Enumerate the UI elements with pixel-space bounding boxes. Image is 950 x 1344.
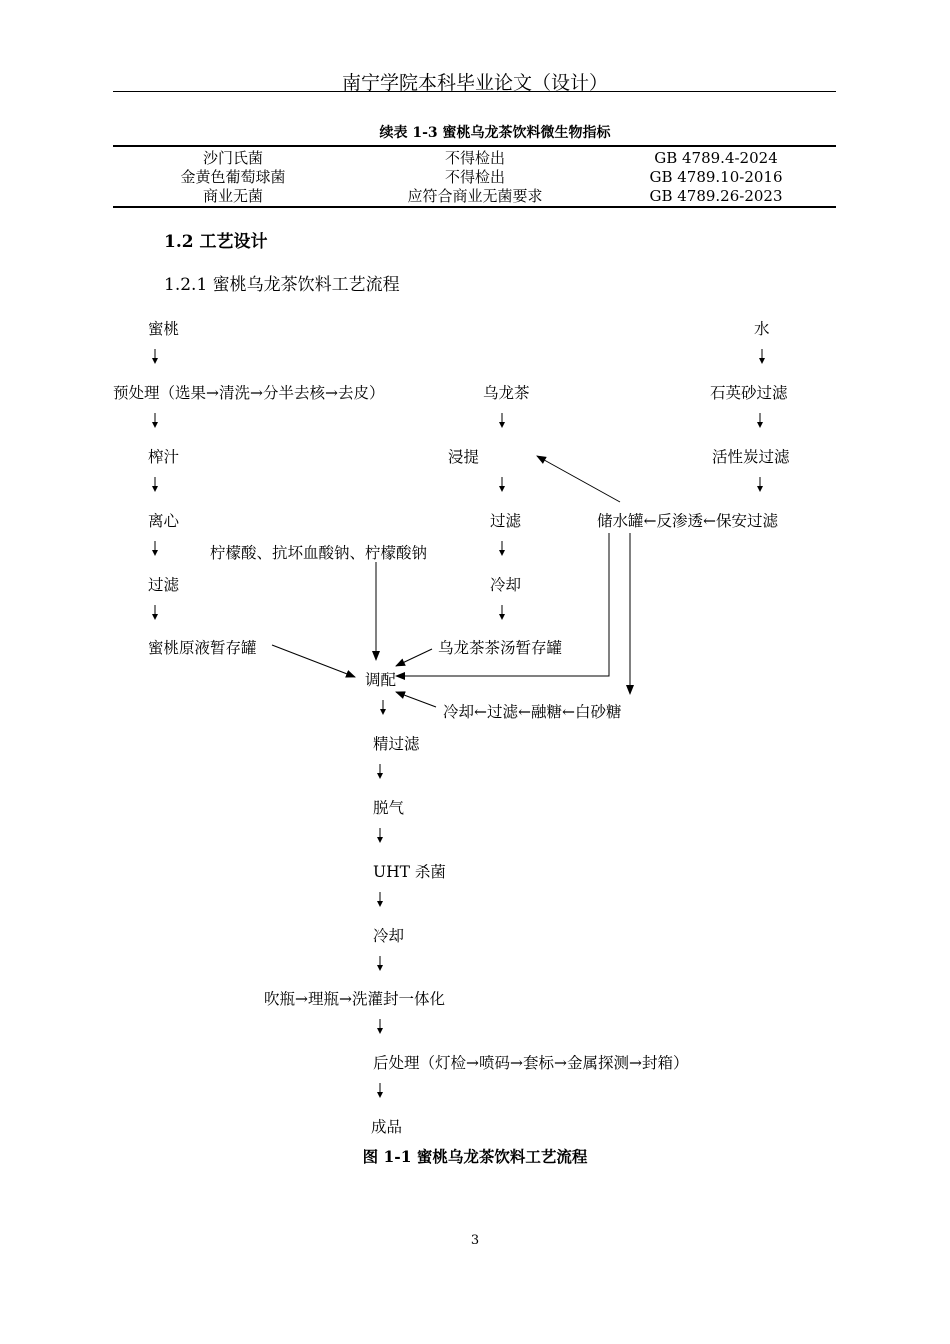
arrow-icon [396,692,436,707]
table-cell: GB 4789.26-2023 [649,187,783,205]
flow-node-product: 成品 [371,1118,403,1136]
flow-node-fine-filter: 精过滤 [373,735,420,753]
flow-node-post: 后处理（灯检→喷码→套标→金属探测→封箱） [373,1054,689,1072]
table-cell: 不得检出 [444,149,505,167]
flow-node-peach-tank: 蜜桃原液暂存罐 [148,639,257,657]
flow-node-oolong: 乌龙茶 [483,384,530,402]
subsection-heading: 1.2.1 蜜桃乌龙茶饮料工艺流程 [164,275,400,295]
flow-node-acids: 柠檬酸、抗坏血酸钠、柠檬酸钠 [210,544,428,562]
flow-node-squeeze: 榨汁 [148,448,180,466]
flow-node-sugar-line: 冷却←过滤←融糖←白砂糖 [443,703,622,721]
flow-node-filter: 过滤 [148,576,180,594]
flow-node-extract: 浸提 [448,448,480,466]
figure-caption: 图 1-1 蜜桃乌龙茶饮料工艺流程 [362,1147,588,1166]
arrow-icon [396,649,432,666]
table-cell: 金黄色葡萄球菌 [180,168,286,186]
page-number: 3 [470,1233,480,1248]
flow-node-sand-filter: 石英砂过滤 [710,384,788,402]
table-cell: 应符合商业无菌要求 [407,187,543,205]
flow-node-bottle-line: 吹瓶→理瓶→洗灌封一体化 [264,990,445,1008]
flow-node-centrifuge: 离心 [148,512,180,530]
arrow-icon [272,645,355,677]
table-cell: 不得检出 [444,168,505,186]
flow-node-blend: 调配 [365,671,397,689]
flow-node-cool: 冷却 [373,927,405,945]
flow-node-uht: UHT 杀菌 [373,863,446,881]
flow-node-tea-cool: 冷却 [490,576,522,594]
arrow-icon [537,456,620,502]
flow-node-carbon-filter: 活性炭过滤 [712,448,790,466]
section-heading: 1.2 工艺设计 [164,232,268,252]
flow-node-pretreat: 预处理（选果→清洗→分半去核→去皮） [113,384,385,402]
flow-node-water-line: 储水罐←反渗透←保安过滤 [597,512,778,530]
flow-node-tea-tank: 乌龙茶茶汤暂存罐 [438,639,563,657]
page-header: 南宁学院本科毕业论文（设计） [341,72,608,94]
table-cell: GB 4789.10-2016 [649,168,783,186]
flow-node-tea-filter: 过滤 [490,512,522,530]
table-cell: 沙门氏菌 [202,149,263,167]
flow-node-peach: 蜜桃 [148,320,180,338]
flow-node-water: 水 [754,320,770,338]
table-cell: 商业无菌 [202,187,263,205]
table-cell: GB 4789.4-2024 [654,149,778,167]
flow-node-degas: 脱气 [373,799,405,817]
table-caption: 续表 1-3 蜜桃乌龙茶饮料微生物指标 [379,125,611,141]
